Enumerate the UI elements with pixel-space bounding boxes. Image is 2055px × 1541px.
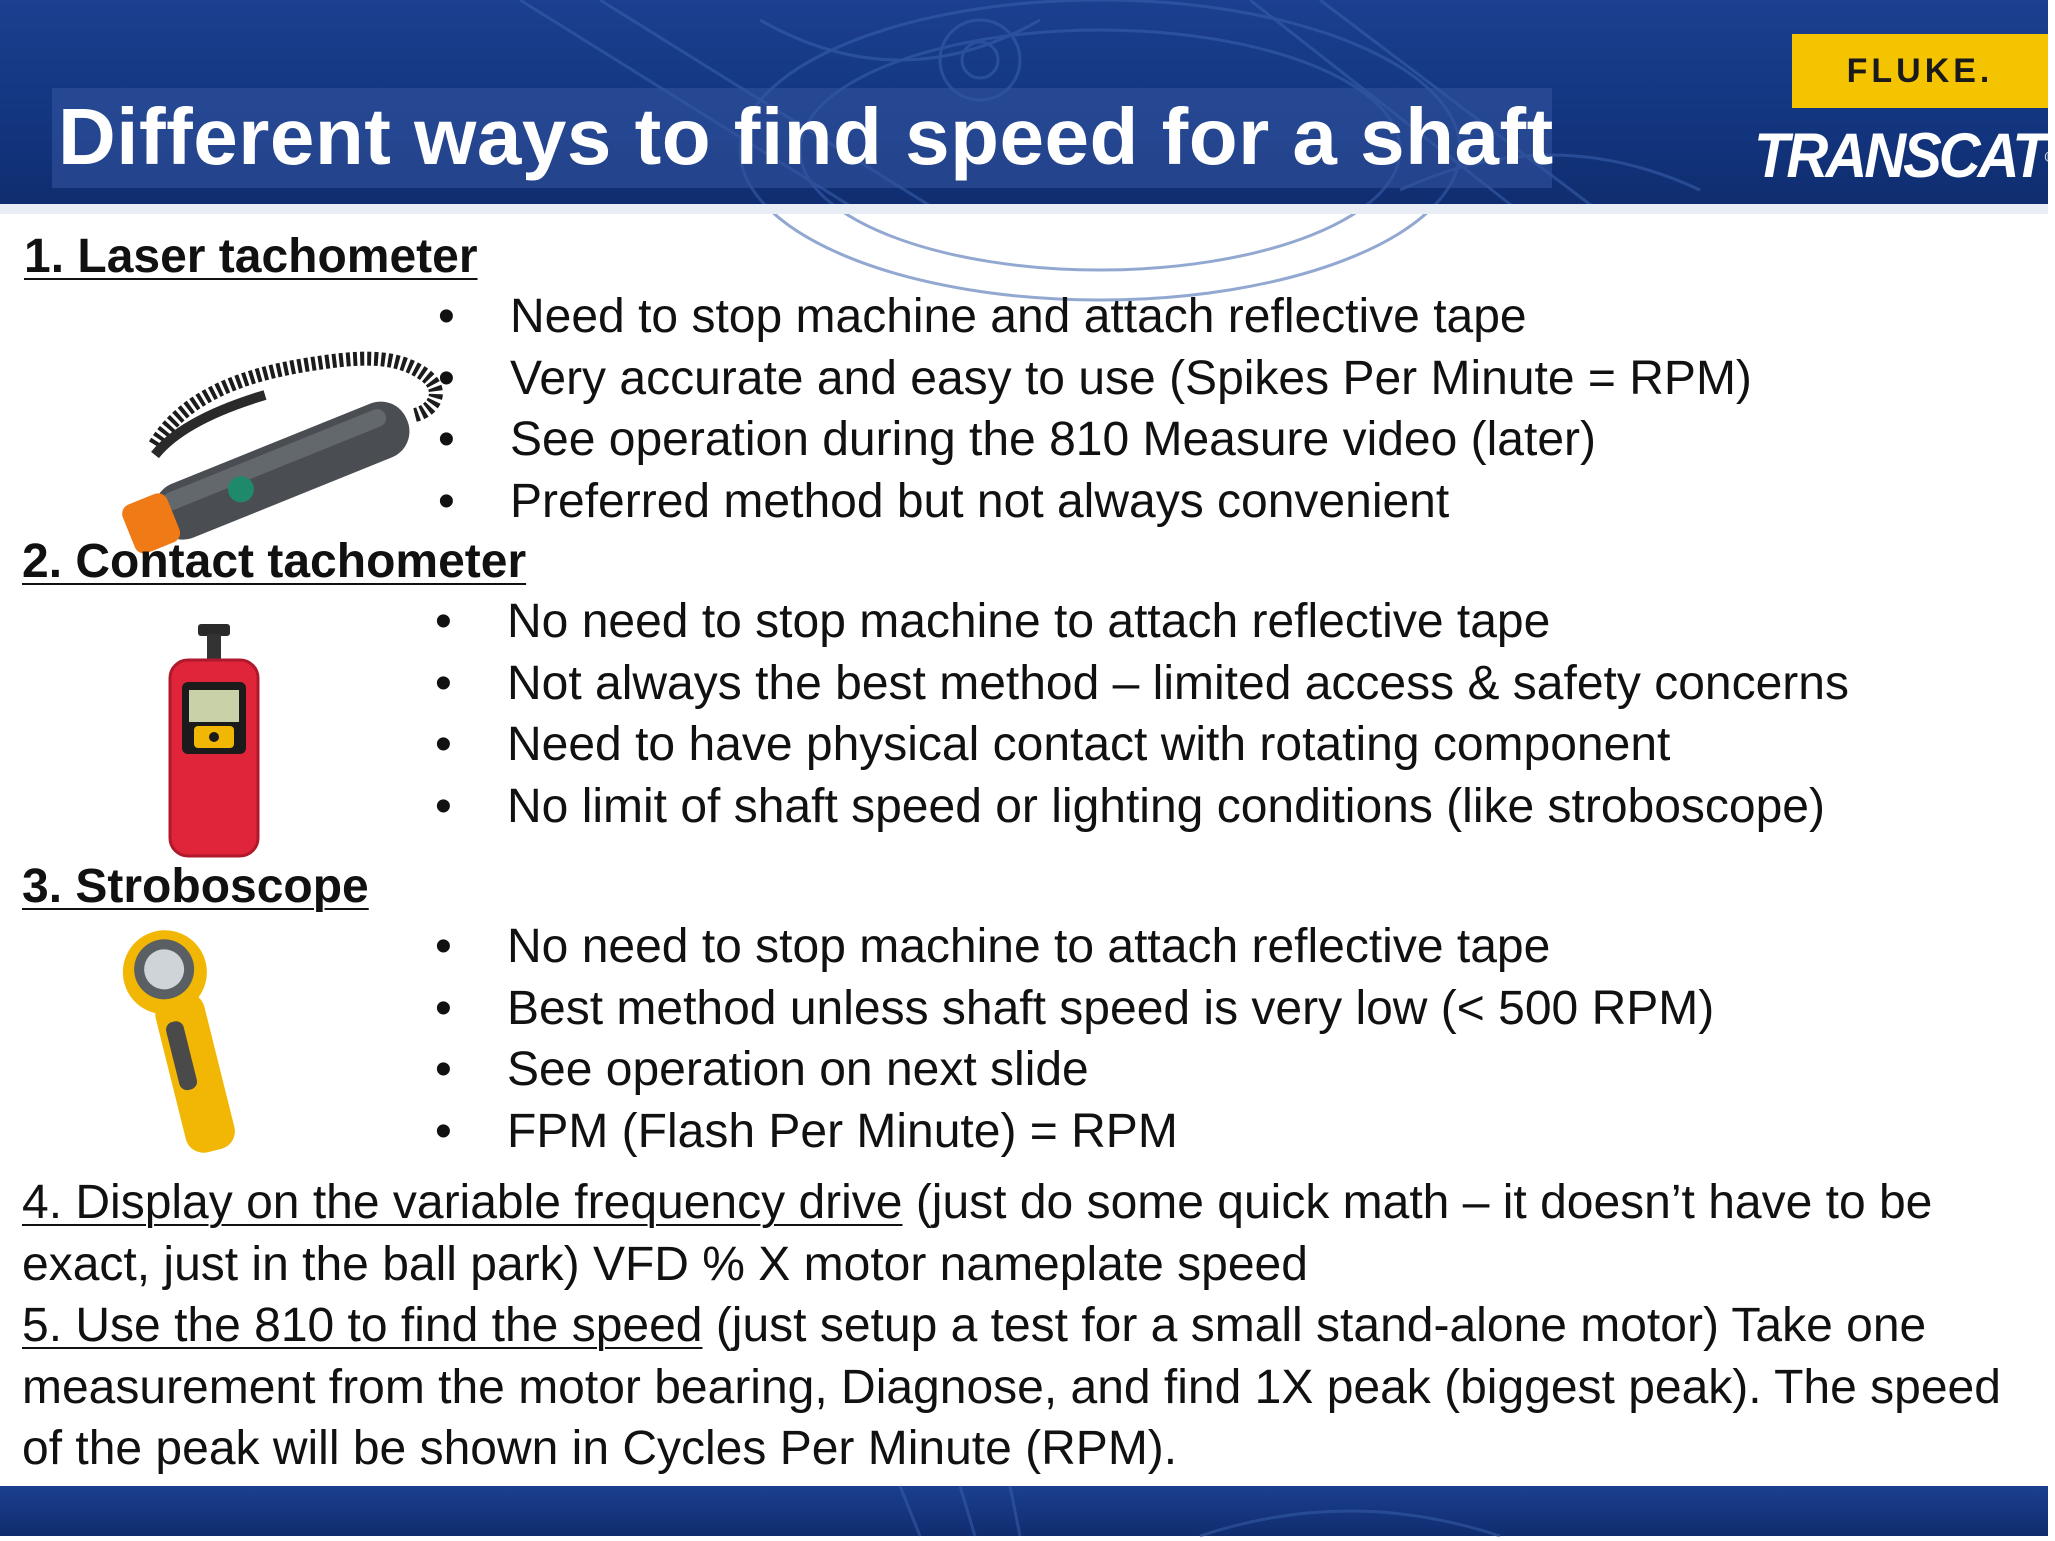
bullet-symbol: • (435, 718, 452, 771)
bullet-symbol: • (435, 656, 452, 710)
item-810-speed (22, 1295, 2022, 1480)
stroboscope-icon (118, 925, 248, 1165)
list-item (438, 286, 1752, 348)
section-heading-laser-tachometer: 1. Laser tachometer (24, 230, 478, 283)
bullet-text: See operation on next slide (507, 1043, 1089, 1096)
header-divider (0, 204, 2048, 214)
bullet-symbol: • (435, 1043, 452, 1096)
bullet-symbol: • (435, 981, 452, 1035)
bullet-list-stroboscope (435, 916, 1715, 1162)
bullet-symbol: • (438, 413, 455, 466)
bullet-symbol: • (435, 779, 452, 833)
bullet-symbol: • (435, 920, 452, 973)
list-item (435, 916, 1714, 978)
bullet-symbol: • (435, 595, 452, 648)
list-item (435, 776, 1849, 838)
bullet-text: Need to have physical contact with rotating component (507, 718, 1671, 771)
transcat-logo (1754, 122, 2055, 191)
bullet-symbol: • (435, 1104, 452, 1158)
list-item (435, 591, 1849, 653)
bullet-text: No limit of shaft speed or lighting conditions (like stroboscope) (507, 779, 1825, 833)
bullet-list-contact (435, 591, 1849, 837)
list-item (435, 978, 1715, 1040)
transcat-logo-text: TRANSCAT (1754, 120, 2045, 192)
bullet-text: See operation during the 810 Measure video (later) (510, 413, 1596, 466)
bullet-text: Not always the best method – limited access & safety concerns (507, 656, 1849, 710)
footer-banner (0, 1486, 2048, 1536)
list-item (438, 348, 1752, 410)
bullet-text: No need to stop machine to attach reflective tape (507, 920, 1551, 973)
bullet-text: Very accurate and easy to use (Spikes Per Minute = RPM) (510, 351, 1752, 405)
list-item (438, 409, 1752, 471)
bullet-symbol: • (438, 351, 455, 405)
item-vfd-text: (just do some quick math – it doesn’t have to be exact, just in the ball park) VFD % X motor nameplate speed (22, 1176, 1933, 1291)
item-vfd-heading: 4. Display on the variable frequency drive (22, 1176, 903, 1229)
bullet-text: Best method unless shaft speed is very low (< 500 RPM) (507, 981, 1715, 1035)
list-item (435, 1101, 1714, 1163)
item-vfd-display (22, 1172, 2022, 1295)
registered-mark: ® (2044, 147, 2055, 166)
fluke-logo: FLUKE. (1792, 34, 2048, 108)
section-heading-contact-tachometer: 2. Contact tachometer (22, 535, 527, 588)
bullet-list-laser (438, 286, 1752, 532)
slide-title: Different ways to find speed for a shaft (58, 92, 1554, 181)
section-heading-stroboscope: 3. Stroboscope (22, 860, 369, 913)
laser-tachometer-icon (125, 335, 445, 535)
list-item (435, 1039, 1714, 1101)
bullet-text: Preferred method but not always convenient (510, 474, 1450, 528)
bullet-text: FPM (Flash Per Minute) = RPM (507, 1104, 1178, 1158)
list-item (438, 471, 1752, 533)
bullet-text: Need to stop machine and attach reflective tape (510, 290, 1527, 343)
item-810-heading: 5. Use the 810 to find the speed (22, 1299, 703, 1352)
list-item (435, 714, 1849, 776)
bullet-symbol: • (438, 290, 455, 343)
bullet-text: No need to stop machine to attach reflective tape (507, 595, 1551, 648)
contact-tachometer-icon (160, 620, 270, 860)
bullet-symbol: • (438, 474, 455, 528)
footer-decoration (0, 1486, 2048, 1536)
item-810-text: (just setup a test for a small stand-alone motor) Take one measurement from the motor bearing, Diagnose, and find 1X peak (biggest peak). The speed of the peak will be shown in Cycles Per Minute (RPM). (22, 1299, 2001, 1475)
list-item (435, 653, 1849, 715)
